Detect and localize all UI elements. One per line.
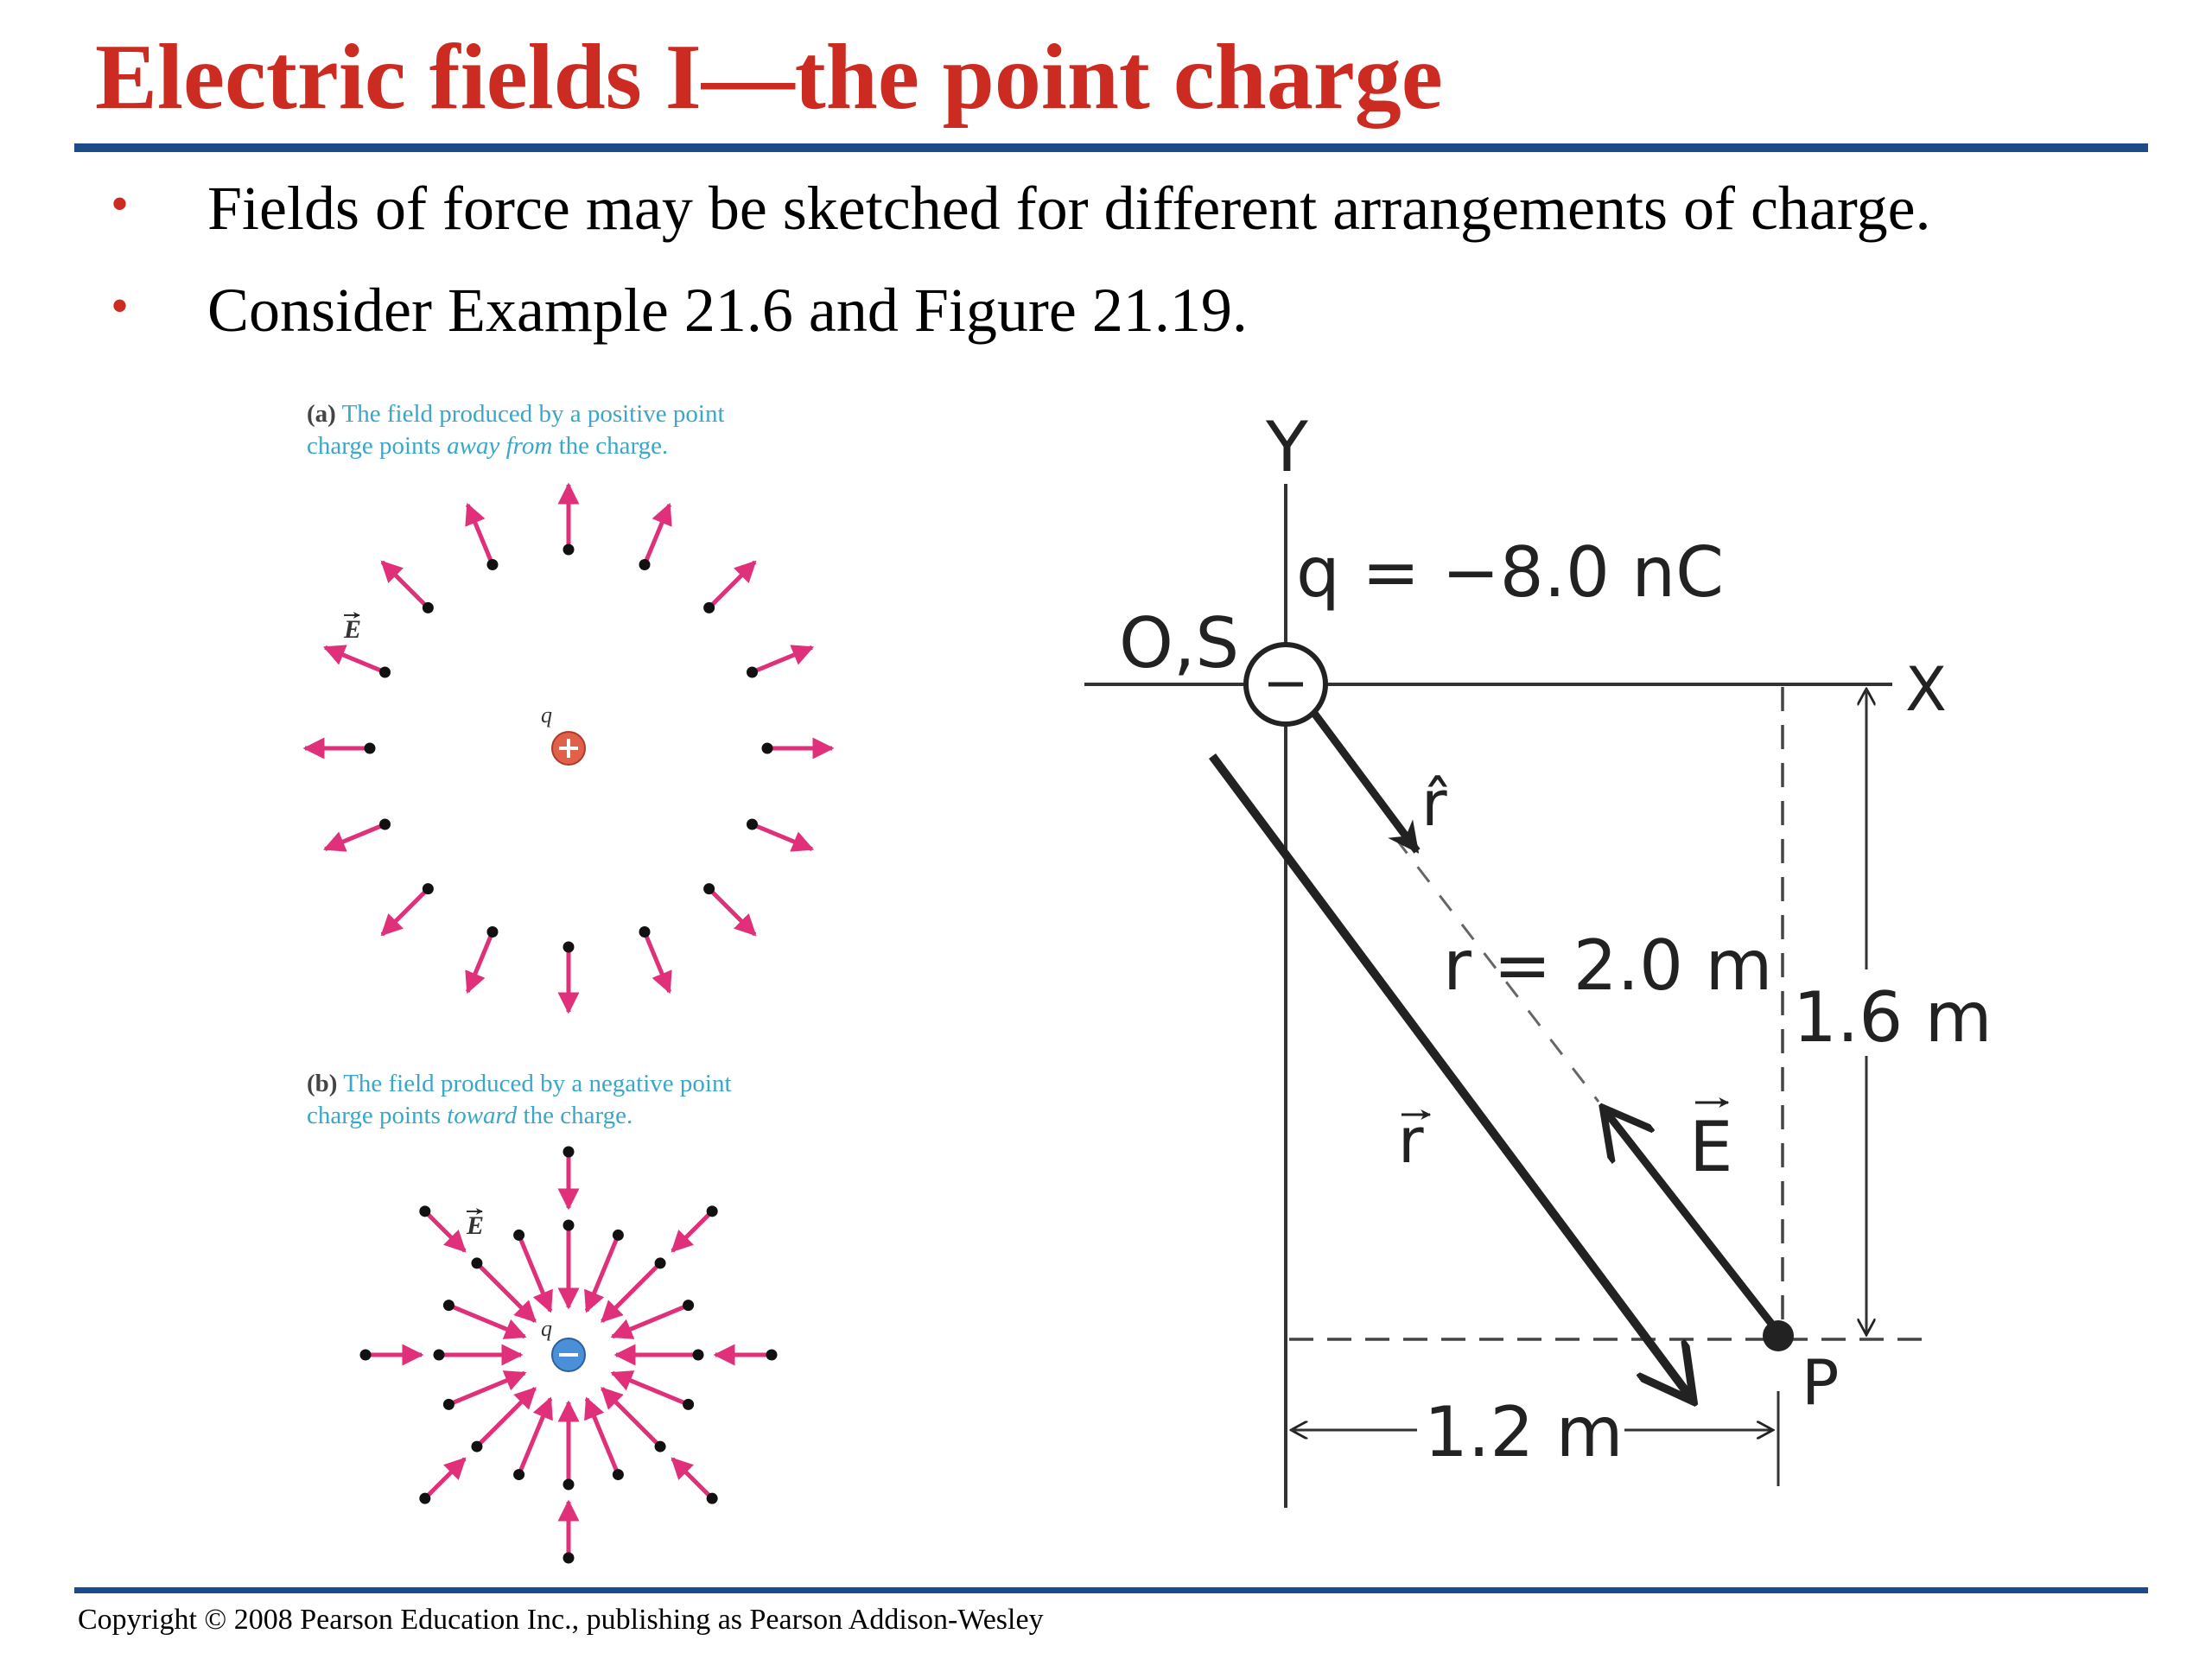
point-p-label: P: [1802, 1346, 1840, 1419]
negative-field-outer-arrow: [672, 1459, 712, 1498]
negative-field-inner-arrow: [602, 1263, 660, 1321]
positive-field-dot: [365, 743, 376, 754]
width-dimension-label: 1.2 m: [1424, 1392, 1624, 1472]
positive-field-arrow: [709, 562, 755, 607]
negative-field-inner-dot: [513, 1230, 524, 1241]
bullet-dot-icon: •: [111, 175, 130, 232]
negative-field-outer-dot: [563, 1553, 575, 1564]
r-value-label: r = 2.0 m: [1443, 925, 1773, 1006]
positive-field-arrow: [325, 824, 385, 849]
positive-field-dot: [747, 819, 758, 830]
negative-field-inner-dot: [434, 1350, 445, 1361]
negative-field-inner-arrow: [587, 1235, 618, 1311]
negative-field-inner-dot: [471, 1441, 482, 1452]
negative-field-inner-arrow: [477, 1263, 535, 1321]
positive-field-arrow: [752, 647, 811, 672]
positive-field-arrow: [645, 931, 670, 991]
positive-field-dot: [639, 559, 651, 570]
figure-b-caption-line1: (b) The field produced by a negative point: [307, 1070, 732, 1097]
copyright-footer: Copyright © 2008 Pearson Education Inc., publishing as Pearson Addison-Wesley: [78, 1604, 1044, 1636]
negative-field-inner-arrow: [613, 1306, 689, 1337]
positive-field-dot: [379, 819, 391, 830]
negative-field-inner-dot: [693, 1350, 704, 1361]
positive-field-arrow: [645, 505, 670, 564]
negative-field-outer-dot: [419, 1205, 430, 1217]
slide-title: Electric fields I—the point charge: [95, 26, 1443, 129]
positive-field-arrow: [467, 505, 493, 564]
negative-field-inner-dot: [683, 1300, 694, 1311]
negative-field-inner-arrow: [448, 1306, 524, 1337]
positive-field-arrow: [382, 889, 428, 935]
figure-a-field-label: E: [344, 615, 362, 644]
negative-field-inner-dot: [563, 1220, 575, 1231]
positive-field-arrow: [325, 647, 385, 672]
negative-field-inner-dot: [471, 1257, 482, 1268]
negative-field-outer-arrow: [672, 1211, 712, 1251]
positive-field-dot: [563, 942, 575, 953]
figure-b-caption-line2: charge points toward the charge.: [307, 1102, 633, 1129]
negative-field-inner-dot: [655, 1257, 666, 1268]
negative-field-inner-arrow: [519, 1235, 550, 1311]
positive-field-dot: [639, 926, 651, 938]
positive-field-arrow: [752, 824, 811, 849]
negative-field-inner-arrow: [602, 1389, 660, 1446]
figure-b-field-label: E: [467, 1211, 485, 1240]
positive-field-dot: [486, 926, 498, 938]
positive-field-dot: [747, 666, 758, 677]
bullet-text: Fields of force may be sketched for different arrangements of charge.: [207, 174, 1931, 243]
positive-field-dot: [703, 883, 715, 894]
negative-field-outer-dot: [360, 1350, 372, 1361]
footer-rule: [74, 1587, 2148, 1593]
x-axis-label: X: [1905, 654, 1947, 725]
origin-label: O,S: [1119, 603, 1240, 683]
negative-field-inner-arrow: [613, 1373, 689, 1404]
positive-field-dot: [486, 559, 498, 570]
height-dimension-label: 1.6 m: [1793, 977, 1993, 1058]
negative-field-inner-dot: [443, 1399, 454, 1410]
negative-field-inner-dot: [563, 1479, 575, 1491]
negative-field-inner-arrow: [477, 1389, 535, 1446]
negative-field-inner-dot: [613, 1230, 624, 1241]
r-vector-label: r: [1398, 1104, 1424, 1177]
positive-field-dot: [423, 883, 434, 894]
negative-field-outer-arrow: [425, 1459, 465, 1498]
rhat-arrow: [1313, 712, 1417, 851]
charge-value-label: q = −8.0 nC: [1296, 532, 1724, 613]
negative-field-outer-dot: [707, 1493, 718, 1504]
figure-a-charge-label: q: [541, 702, 552, 728]
negative-field-inner-arrow: [448, 1373, 524, 1404]
positive-field-arrow: [709, 889, 755, 935]
negative-field-outer-dot: [563, 1147, 575, 1158]
bullet-dot-icon: •: [111, 277, 130, 334]
negative-field-outer-dot: [707, 1205, 718, 1217]
positive-field-arrow: [467, 931, 493, 991]
figure-a-caption-line2: charge points away from the charge.: [307, 432, 669, 460]
negative-field-outer-arrow: [425, 1211, 465, 1251]
negative-field-inner-arrow: [587, 1399, 618, 1475]
coordinate-diagram: [1084, 407, 1993, 1508]
positive-field-arrow: [382, 562, 428, 607]
negative-field-inner-dot: [613, 1469, 624, 1480]
positive-field-dot: [379, 666, 391, 677]
positive-field-dot: [563, 544, 575, 556]
negative-field-inner-dot: [513, 1469, 524, 1480]
positive-field-dot: [703, 602, 715, 613]
negative-field-inner-dot: [443, 1300, 454, 1311]
figure-b-charge-label: q: [541, 1316, 552, 1341]
negative-field-inner-dot: [655, 1441, 666, 1452]
negative-field-inner-dot: [683, 1399, 694, 1410]
positive-field-dot: [762, 743, 773, 754]
negative-field-inner-arrow: [519, 1399, 550, 1475]
negative-field-outer-dot: [766, 1350, 778, 1361]
positive-field-dot: [423, 602, 434, 613]
e-vector-label: E: [1689, 1107, 1733, 1187]
point-p-marker: [1763, 1320, 1794, 1351]
negative-field-outer-dot: [419, 1493, 430, 1504]
figure-a-caption-line1: (a) The field produced by a positive point: [307, 400, 725, 428]
bullet-text: Consider Example 21.6 and Figure 21.19.: [207, 276, 1248, 345]
y-axis-label: Y: [1266, 407, 1308, 487]
rhat-label: r̂: [1421, 767, 1447, 840]
